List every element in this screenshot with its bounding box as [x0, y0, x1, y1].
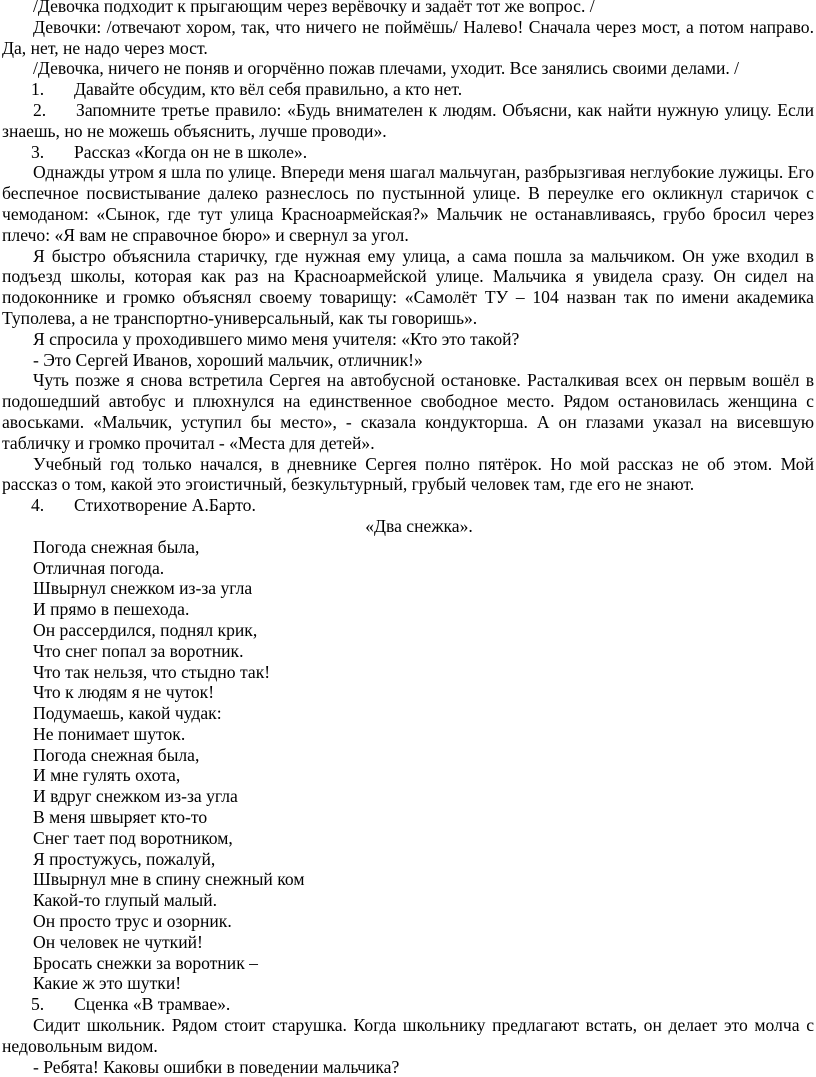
- poem-line: Какие ж это шутки!: [33, 973, 182, 994]
- poem-line: Погода снежная была,: [33, 744, 200, 765]
- poem-line: И прямо в пешехода.: [33, 599, 190, 620]
- poem-line: Швырнул мне в спину снежный ком: [33, 869, 305, 890]
- poem-line: В меня швыряет кто-то: [33, 807, 208, 828]
- poem-line: И вдруг снежком из-за угла: [33, 786, 238, 807]
- story-paragraph: Учебный год только начался, в дневнике Сергея полно пятёрок. Но мой рассказ не об этом. Мой рассказ о том, какой это эгоистичный, безкультурный, грубый человек там, где его не знают.: [2, 453, 814, 495]
- poem-line: Погода снежная была,: [33, 536, 200, 557]
- poem-line: Подумаешь, какой чудак:: [33, 703, 222, 724]
- poem-line: Швырнул снежком из-за угла: [33, 578, 253, 599]
- story-reply: - Это Сергей Иванов, хороший мальчик, отличник!»: [33, 349, 423, 370]
- poem-line: Бросать снежки за воротник –: [33, 952, 258, 973]
- poem-line: Он человек не чуткий!: [33, 931, 203, 952]
- poem: [0, 537, 816, 995]
- poem-line: Он просто трус и озорник.: [33, 911, 232, 932]
- poem-line: Что так нельзя, что стыдно так!: [33, 661, 271, 682]
- stage-direction: /Девочка подходит к прыгающим через верёвочку и задаёт тот же вопрос. /: [33, 0, 595, 16]
- story-paragraph: Я быстро объяснила старичку, где нужная ему улица, а сама пошла за мальчиком. Он уже входил в подъезд школы, которая как раз на Красноармейской улице. Мальчика я увидела сразу. Он сидел на подоконнике и громко объяснял своему товарищу: «Самолёт ТУ – 104 назван так по имени академика Туполева, а не транспортно-универсальный, как ты говоришь».: [2, 245, 814, 328]
- story-paragraph: Я спросила у проходившего мимо меня учителя: «Кто это такой?: [33, 328, 520, 349]
- list-item-1: 1. Давайте обсудим, кто вёл себя правильно, а кто нет.: [31, 79, 463, 100]
- poem-line: Что к людям я не чуток!: [33, 682, 215, 703]
- poem-title: «Два снежка».: [365, 515, 473, 536]
- list-item-2: 2. Запомните третье правило: «Будь внимателен к людям. Объясни, как найти нужную улицу. Если знаешь, но не можешь объяснить, лучше проводи».: [2, 99, 814, 141]
- list-item-5: 5. Сценка «В трамвае».: [31, 994, 231, 1015]
- poem-line: Не понимает шуток.: [33, 723, 186, 744]
- girls-answer: Девочки: /отвечают хором, так, что ничего не поймёшь/ Налево! Сначала через мост, а потом направо. Да, нет, не надо через мост.: [2, 16, 814, 58]
- scene-description: Сидит школьник. Рядом стоит старушка. Когда школьнику предлагают встать, он делает это молча с недовольным видом.: [2, 1015, 814, 1056]
- story-paragraph: Чуть позже я снова встретила Сергея на автобусной остановке. Расталкивая всех он первым вошёл в подошедший автобус и плюхнулся на единственное свободное место. Рядом остановилась женщина с авоськами. «Мальчик, уступил бы место», - сказала кондукторша. А он глазами указал на висевшую табличку и громко прочитал - «Места для детей».: [2, 370, 814, 453]
- poem-line: Отличная погода.: [33, 557, 165, 578]
- list-item-3: 3. Рассказ «Когда он не в школе».: [31, 141, 308, 162]
- poem-line: И мне гулять охота,: [33, 765, 181, 786]
- poem-line: Что снег попал за воротник.: [33, 640, 244, 661]
- stage-direction: /Девочка, ничего не поняв и огорчённо пожав плечами, уходит. Все занялись своими делами. /: [33, 58, 740, 79]
- poem-line: Какой-то глупый малый.: [33, 890, 218, 911]
- question: - Ребята! Каковы ошибки в поведении мальчика?: [33, 1056, 400, 1077]
- poem-line: Он рассердился, поднял крик,: [33, 619, 258, 640]
- story-paragraph: Однажды утром я шла по улице. Впереди меня шагал мальчуган, разбрызгивая неглубокие лужицы. Его беспечное посвистывание далеко разнеслось по пустынной улице. В переулке его окликнул старичок с чемоданом: «Сынок, где тут улица Красноармейская?» Мальчик не останавливаясь, грубо бросил через плечо: «Я вам не справочное бюро» и свернул за угол.: [2, 162, 814, 245]
- poem-line: Снег тает под воротником,: [33, 827, 233, 848]
- list-item-4: 4. Стихотворение А.Барто.: [31, 495, 256, 516]
- poem-line: Я простужусь, пожалуй,: [33, 848, 216, 869]
